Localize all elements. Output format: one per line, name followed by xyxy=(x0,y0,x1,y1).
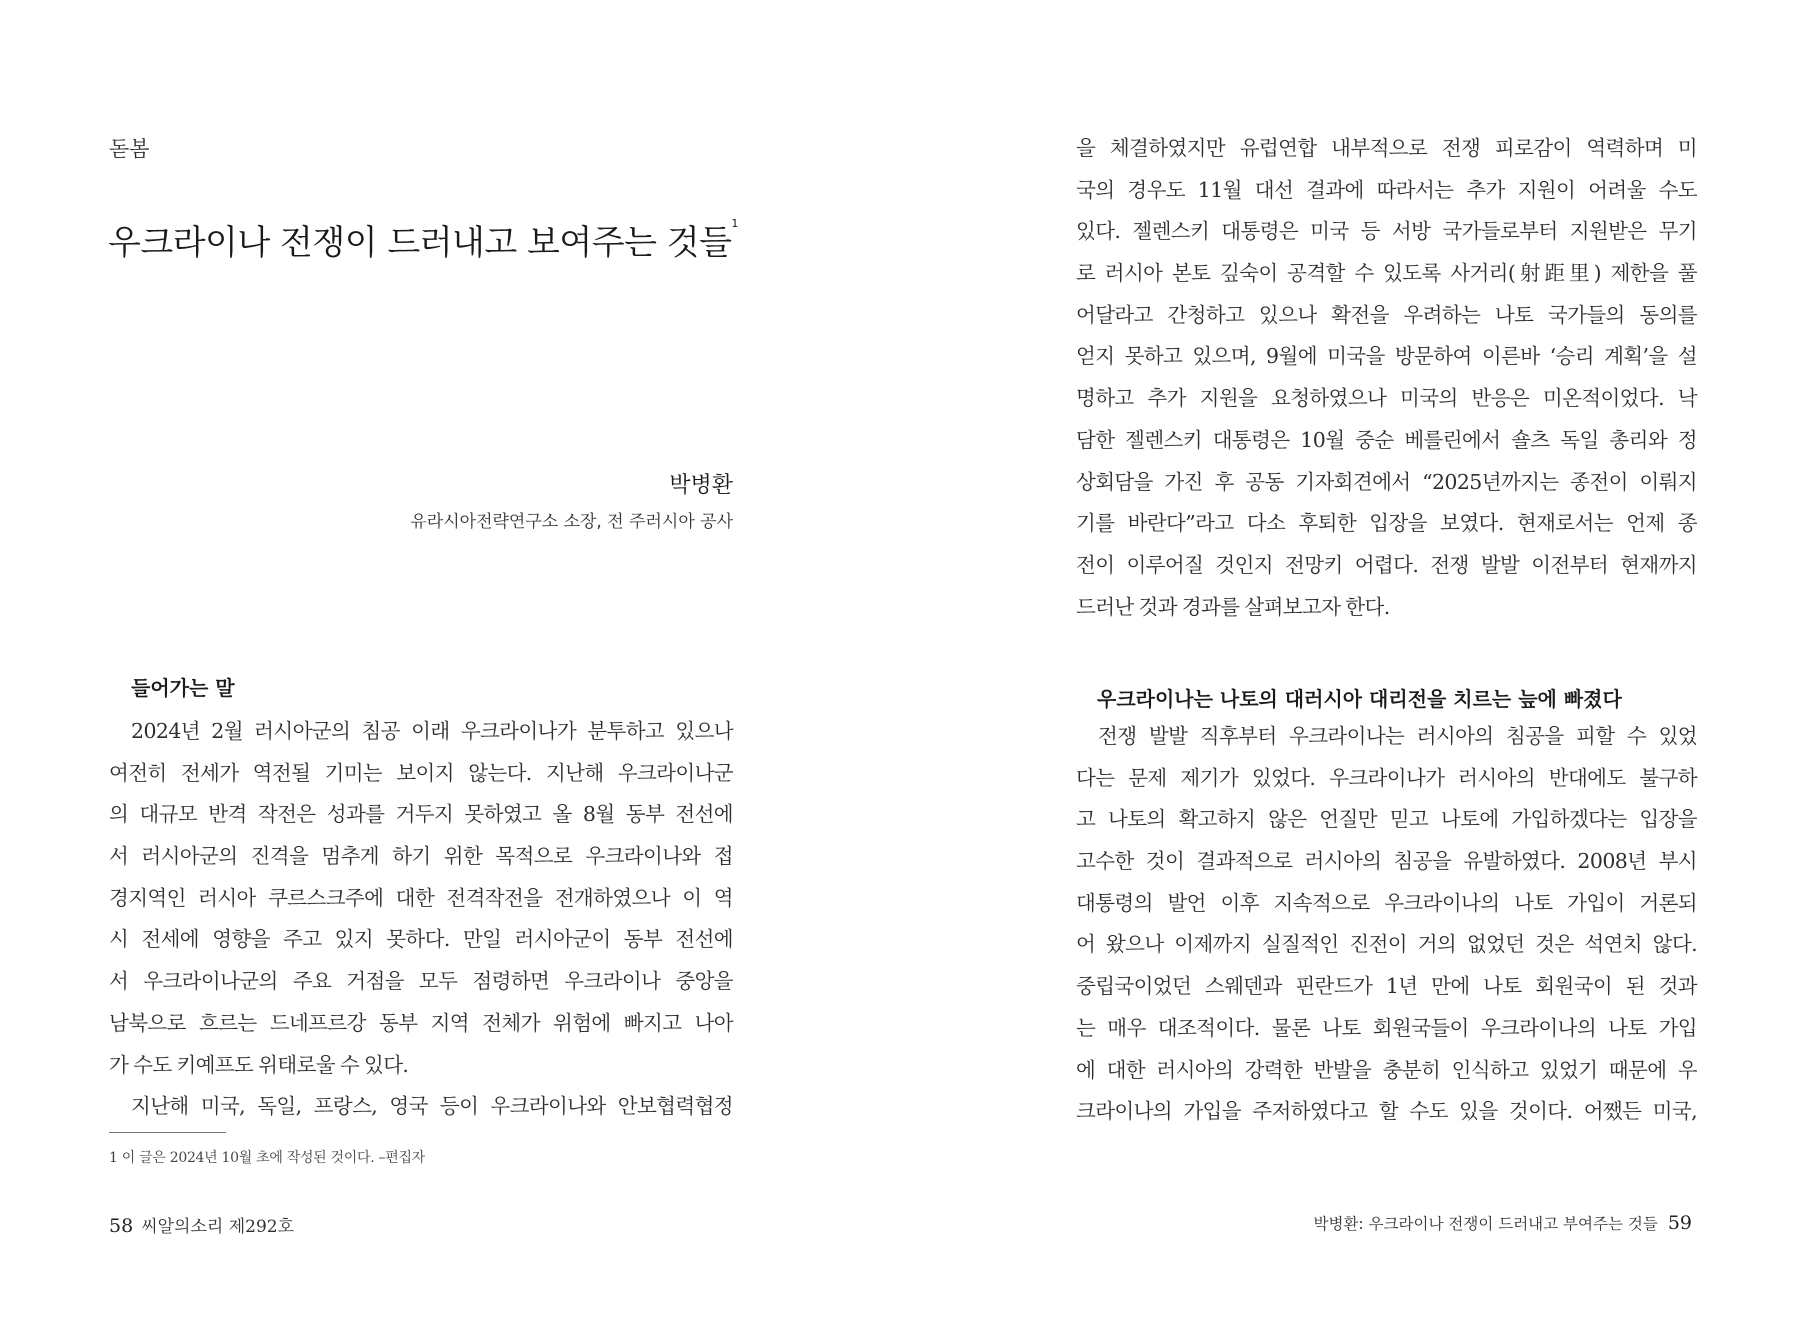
body-line: 다는 문제 제기가 있었다. 우크라이나가 러시아의 반대에도 불구하 xyxy=(1076,765,1697,790)
body-text xyxy=(109,711,733,1128)
body-line: 어달라고 간청하고 있으나 확전을 우려하는 나토 국가들의 동의를 xyxy=(1076,302,1697,327)
body-line: 에 대한 러시아의 강력한 반발을 충분히 인식하고 있었기 때문에 우 xyxy=(1076,1057,1697,1082)
body-line: 지난해 미국, 독일, 프랑스, 영국 등이 우크라이나와 안보협력협정 xyxy=(131,1094,733,1119)
author-affiliation: 유라시아전략연구소 소장, 전 주러시아 공사 xyxy=(410,512,733,532)
body-line: 얻지 못하고 있으며, 9월에 미국을 방문하여 이른바 ‘승리 계획’을 설 xyxy=(1076,344,1697,369)
right-page xyxy=(897,0,1795,1328)
body-line: 2024년 2월 러시아군의 침공 이래 우크라이나가 분투하고 있으나 xyxy=(131,719,733,743)
body-line: 전이 이루어질 것인지 전망키 어렵다. 전쟁 발발 이전부터 현재까지 xyxy=(1076,552,1697,577)
body-text-bottom xyxy=(1076,716,1697,1133)
body-line: 여전히 전세가 역전될 기미는 보이지 않는다. 지난해 우크라이나군 xyxy=(109,760,733,785)
author-name: 박병환 xyxy=(669,473,733,498)
body-line: 는 매우 대조적이다. 물론 나토 회원국들이 우크라이나의 나토 가입 xyxy=(1076,1015,1697,1040)
body-line: 국의 경우도 11월 대선 결과에 따라서는 추가 지원이 어려울 수도 xyxy=(1076,177,1697,202)
title-text: 우크라이나 전쟁이 드러내고 보여주는 것들 xyxy=(108,223,732,263)
body-line: 고수한 것이 결과적으로 러시아의 침공을 유발하였다. 2008년 부시 xyxy=(1076,849,1697,874)
body-line: 중립국이었던 스웨덴과 핀란드가 1년 만에 나토 회원국이 된 것과 xyxy=(1076,974,1697,999)
body-line: 의 대규모 반격 작전은 성과를 거두지 못하였고 올 8월 동부 전선에 xyxy=(109,802,733,827)
page-number: 58 xyxy=(109,1215,134,1237)
page-number: 59 xyxy=(1667,1212,1692,1234)
article-title xyxy=(108,215,738,264)
body-text-top xyxy=(1076,128,1697,628)
body-line: 드러난 것과 경과를 살펴보고자 한다. xyxy=(1076,594,1390,619)
left-page xyxy=(0,0,897,1328)
running-head: 박병환: 우크라이나 전쟁이 드러내고 부여주는 것들 xyxy=(1313,1215,1658,1233)
body-line: 기를 바란다”라고 다소 후퇴한 입장을 보였다. 현재로서는 언제 종 xyxy=(1076,511,1697,536)
body-line: 고 나토의 확고하지 않은 언질만 믿고 나토에 가입하겠다는 입장을 xyxy=(1076,807,1697,832)
body-line: 상회담을 가진 후 공동 기자회견에서 “2025년까지는 종전이 이뤄지 xyxy=(1076,469,1697,494)
body-line: 대통령의 발언 이후 지속적으로 우크라이나의 나토 가입이 거론되 xyxy=(1076,890,1697,915)
body-line: 서 우크라이나군의 주요 거점을 모두 점령하면 우크라이나 중앙을 xyxy=(109,969,733,994)
right-folio xyxy=(1314,1212,1692,1234)
body-line: 남북으로 흐르는 드네프르강 동부 지역 전체가 위험에 빠지고 나아 xyxy=(109,1010,733,1035)
body-line: 가 수도 키예프도 위태로울 수 있다. xyxy=(109,1052,409,1077)
section-heading: 우크라이나는 나토의 대러시아 대리전을 치르는 늪에 빠졌다 xyxy=(1097,687,1622,711)
body-line: 로 러시아 본토 깊숙이 공격할 수 있도록 사거리(射距里) 제한을 풀 xyxy=(1076,261,1697,286)
body-line: 크라이나의 가입을 주저하였다고 할 수도 있을 것이다. 어쨌든 미국, xyxy=(1076,1099,1697,1124)
left-folio xyxy=(109,1212,294,1237)
body-line: 있다. 젤렌스키 대통령은 미국 등 서방 국가들로부터 지원받은 무기 xyxy=(1076,219,1697,244)
body-line: 시 전세에 영향을 주고 있지 못하다. 만일 러시아군이 동부 전선에 xyxy=(109,927,733,952)
footnote-divider xyxy=(109,1132,226,1133)
body-line: 경지역인 러시아 쿠르스크주에 대한 전격작전을 전개하였으나 이 역 xyxy=(109,885,733,910)
body-line: 전쟁 발발 직후부터 우크라이나는 러시아의 침공을 피할 수 있었 xyxy=(1098,724,1697,748)
body-line: 명하고 추가 지원을 요청하였으나 미국의 반응은 미온적이었다. 낙 xyxy=(1076,386,1697,411)
running-head: 씨알의소리 제292호 xyxy=(141,1217,294,1237)
body-line: 서 러시아군의 진격을 멈추게 하기 위한 목적으로 우크라이나와 접 xyxy=(109,844,733,869)
body-line: 어 왔으나 이제까지 실질적인 진전이 거의 없었던 것은 석연치 않다. xyxy=(1076,932,1697,957)
footnote: 1 이 글은 2024년 10월 초에 작성된 것이다. –편집자 xyxy=(109,1150,425,1166)
title-footnote-ref: 1 xyxy=(731,217,738,230)
body-line: 을 체결하였지만 유럽연합 내부적으로 전쟁 피로감이 역력하며 미 xyxy=(1076,136,1697,160)
section-label: 돋봄 xyxy=(109,137,150,161)
body-line: 담한 젤렌스키 대통령은 10월 중순 베를린에서 숄츠 독일 총리와 정 xyxy=(1076,427,1697,452)
section-heading: 들어가는 말 xyxy=(131,676,235,700)
